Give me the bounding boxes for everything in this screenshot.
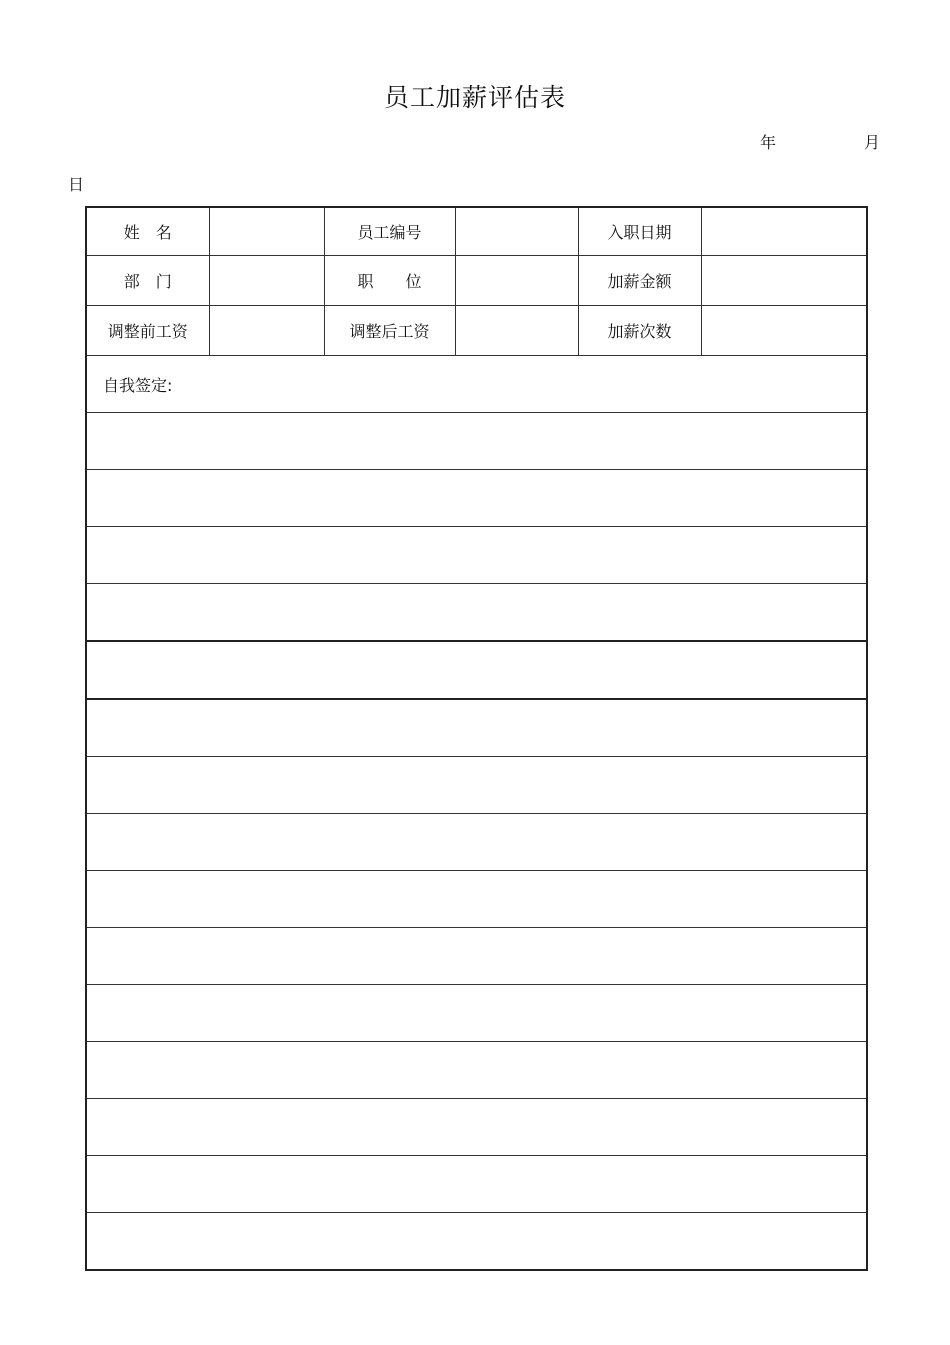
raise-amount-field[interactable]	[701, 256, 867, 306]
evaluation-form-table	[85, 206, 868, 1271]
blank-line-row	[86, 641, 867, 699]
blank-line[interactable]	[86, 470, 867, 527]
raise-count-field[interactable]	[701, 306, 867, 356]
blank-line[interactable]	[86, 699, 867, 757]
raise-count-label: 加薪次数	[578, 306, 701, 356]
info-row	[86, 306, 867, 356]
blank-line[interactable]	[86, 1156, 867, 1213]
hire-date-label: 入职日期	[578, 207, 701, 256]
blank-line[interactable]	[86, 871, 867, 928]
blank-line[interactable]	[86, 814, 867, 871]
self-assessment-label: 自我签定:	[86, 356, 867, 413]
department-field[interactable]	[209, 256, 324, 306]
hire-date-field[interactable]	[701, 207, 867, 256]
blank-line-row	[86, 1213, 867, 1271]
blank-line-row	[86, 814, 867, 871]
blank-line[interactable]	[86, 1099, 867, 1156]
employee-id-field[interactable]	[455, 207, 578, 256]
blank-line-row	[86, 928, 867, 985]
blank-line[interactable]	[86, 757, 867, 814]
position-field[interactable]	[455, 256, 578, 306]
self-assessment-row	[86, 356, 867, 413]
blank-line[interactable]	[86, 928, 867, 985]
employee-id-label: 员工编号	[324, 207, 455, 256]
blank-line-row	[86, 985, 867, 1042]
blank-line[interactable]	[86, 413, 867, 470]
salary-before-label: 调整前工资	[86, 306, 209, 356]
name-field[interactable]	[209, 207, 324, 256]
date-month-label: 月	[864, 133, 881, 152]
blank-line-row	[86, 1042, 867, 1099]
blank-line-row	[86, 757, 867, 814]
position-label: 职 位	[324, 256, 455, 306]
blank-line[interactable]	[86, 1042, 867, 1099]
salary-before-field[interactable]	[209, 306, 324, 356]
date-year-label: 年	[760, 133, 777, 152]
blank-line-row	[86, 871, 867, 928]
raise-amount-label: 加薪金额	[578, 256, 701, 306]
blank-line[interactable]	[86, 985, 867, 1042]
blank-line[interactable]	[86, 527, 867, 584]
salary-after-field[interactable]	[455, 306, 578, 356]
blank-line[interactable]	[86, 584, 867, 642]
department-label: 部 门	[86, 256, 209, 306]
blank-line[interactable]	[86, 1213, 867, 1271]
blank-line[interactable]	[86, 641, 867, 699]
name-label: 姓 名	[86, 207, 209, 256]
blank-line-row	[86, 584, 867, 642]
blank-line-row	[86, 1156, 867, 1213]
salary-after-label: 调整后工资	[324, 306, 455, 356]
date-day-label: 日	[68, 175, 85, 194]
info-row	[86, 207, 867, 256]
blank-line-row	[86, 1099, 867, 1156]
blank-line-row	[86, 470, 867, 527]
blank-line-row	[86, 699, 867, 757]
blank-line-row	[86, 413, 867, 470]
info-row	[86, 256, 867, 306]
form-title: 员工加薪评估表	[383, 83, 566, 112]
blank-line-row	[86, 527, 867, 584]
